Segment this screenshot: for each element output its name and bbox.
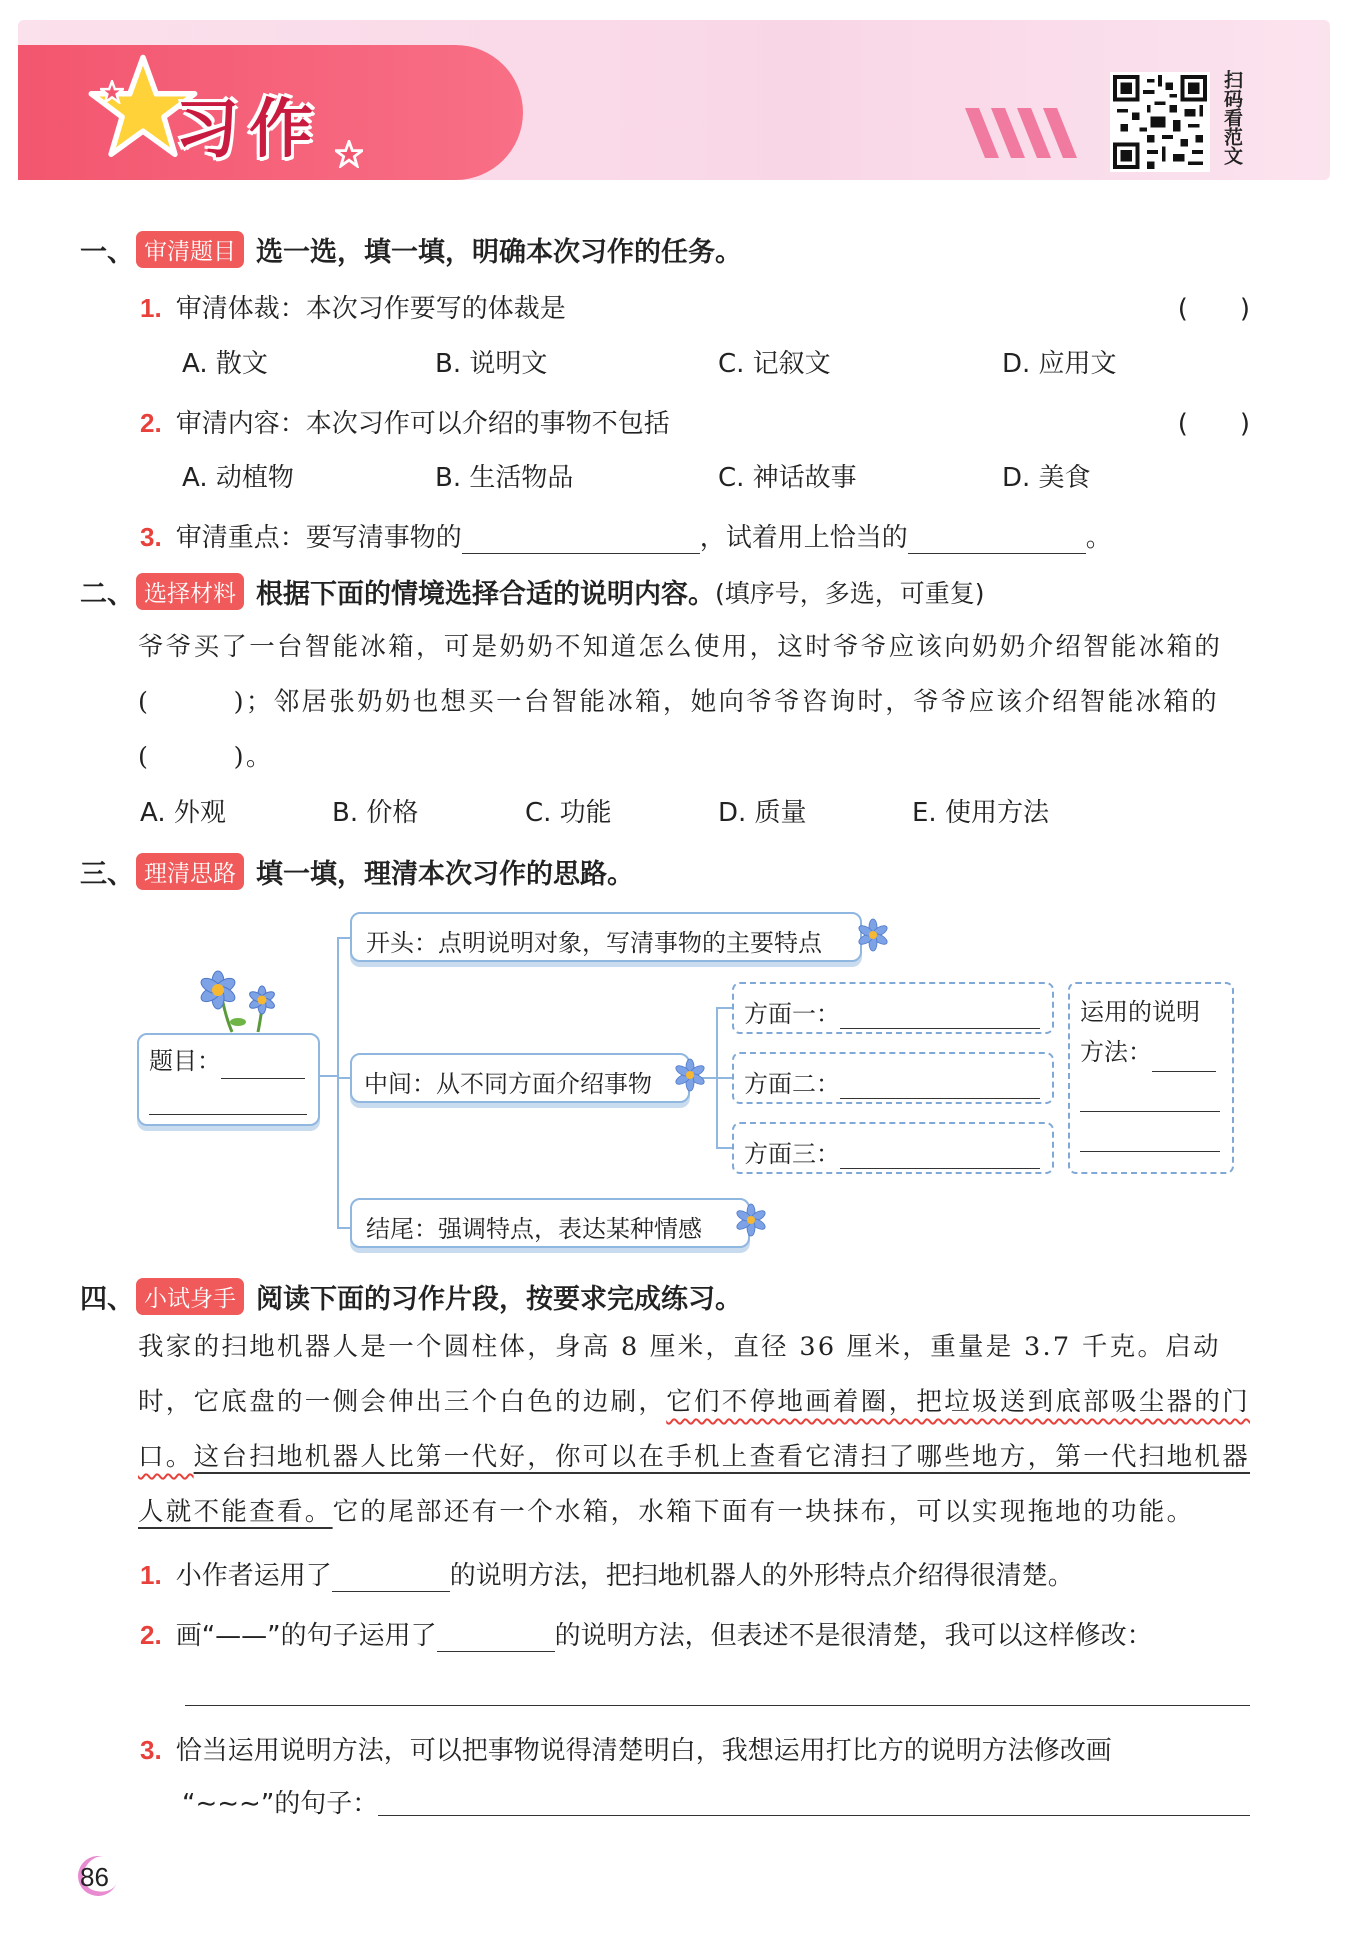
section-title: 阅读下面的习作片段，按要求完成练习。: [256, 1284, 742, 1315]
methods-label: 方法：: [1080, 1038, 1152, 1066]
answer-line[interactable]: [378, 1815, 1250, 1816]
flower-icon: [672, 1058, 708, 1094]
option-d[interactable]: D. 美食: [1002, 463, 1091, 493]
aspect-label: 方面三：: [744, 1140, 840, 1168]
page-title: 习作: [175, 93, 323, 167]
section-note: (填序号，多选，可重复): [715, 578, 985, 608]
answer-blank[interactable]: [462, 526, 700, 554]
opening-text: 开头：点明说明对象，写清事物的主要特点: [366, 929, 822, 957]
question-1-1: [140, 288, 566, 325]
option-a[interactable]: A. 外观: [140, 798, 226, 828]
decorative-stripes: [965, 108, 1085, 158]
excerpt-text: 它的尾部还有一个水箱，水箱下面有一块抹布，可以实现拖地的功能。: [332, 1497, 1195, 1527]
connector-line: [337, 937, 339, 1227]
option-b[interactable]: B. 生活物品: [435, 463, 574, 493]
middle-text: 中间：从不同方面介绍事物: [364, 1070, 652, 1098]
answer-parentheses[interactable]: ( ): [1177, 294, 1250, 324]
small-star-icon: [335, 140, 363, 168]
question-text: 恰当运用说明方法，可以把事物说得清楚明白，我想运用打比方的说明方法修改画: [175, 1736, 1112, 1766]
question-text: 审清体裁：本次习作要写的体裁是: [175, 294, 566, 324]
section-2-heading: [80, 572, 985, 611]
section-1-heading: [80, 230, 742, 269]
aspect-box-1: [732, 982, 1054, 1034]
topic-label: 题目：: [149, 1047, 221, 1075]
question-4-3: [140, 1730, 1112, 1767]
option-c[interactable]: C. 功能: [525, 798, 612, 828]
question-number: 2.: [140, 408, 162, 438]
question-number: 1.: [140, 1560, 162, 1590]
section-tag: 选择材料: [136, 573, 244, 610]
aspect-box-3: [732, 1122, 1054, 1174]
straight-underlined-sentence: 这台扫地机器人比第一代好，你可以在手机上查看它清扫了哪些地方，第一代扫地机器人就不能查看。: [138, 1442, 1251, 1527]
opening-box: [350, 912, 862, 962]
question-text: ，试着用上恰当的: [699, 523, 908, 553]
answer-blank[interactable]: [840, 1143, 1040, 1169]
option-c[interactable]: C. 记叙文: [718, 349, 831, 379]
question-text: 审清重点：要写清事物的: [175, 523, 462, 553]
answer-blank[interactable]: [1152, 1046, 1216, 1072]
excerpt-text: 我家的扫地机器人是一个圆柱体，身高 8 厘米，直径 36 厘米，重量是 3.7 千克。启动时，它底盘的一侧会伸出三个白色的边刷，: [138, 1332, 1221, 1417]
option-b[interactable]: B. 价格: [332, 798, 419, 828]
section-4-heading: [80, 1277, 742, 1316]
connector-line: [337, 937, 351, 939]
question-number: 3.: [140, 522, 162, 552]
section-tag: 审清题目: [136, 231, 244, 268]
question-4-1: [140, 1555, 1074, 1592]
flower-icon: [733, 1203, 769, 1239]
question-text: “∼∼∼”的句子：: [182, 1789, 379, 1819]
aspect-label: 方面二：: [744, 1070, 840, 1098]
small-star-icon: [100, 80, 124, 104]
option-d[interactable]: D. 质量: [718, 798, 807, 828]
page-number: 86: [80, 1862, 109, 1892]
section-title: 填一填，理清本次习作的思路。: [256, 859, 634, 890]
connector-line: [716, 1147, 732, 1149]
section-number: 二、: [80, 579, 134, 610]
question-number: 1.: [140, 293, 162, 323]
option-c[interactable]: C. 神话故事: [718, 463, 857, 493]
section-title: 根据下面的情境选择合适的说明内容。: [256, 579, 715, 610]
methods-box: [1068, 982, 1234, 1174]
scenario-paragraph: 爷爷买了一台智能冰箱，可是奶奶不知道怎么使用，这时爷爷应该向奶奶介绍智能冰箱的( )；邻居张奶奶也想买一台智能冰箱，她向爷爷咨询时，爷爷应该介绍智能冰箱的( )。: [138, 632, 1223, 772]
section-number: 一、: [80, 237, 134, 268]
option-a[interactable]: A. 散文: [182, 349, 268, 379]
question-4-2: [140, 1615, 1153, 1652]
answer-blank[interactable]: [840, 1073, 1040, 1099]
wavy-underlined-sentence: 它们不停地画着圈，把垃圾送到底部吸尘器的门口。: [138, 1387, 1251, 1472]
section-tag: 小试身手: [136, 1278, 244, 1315]
option-d[interactable]: D. 应用文: [1002, 349, 1117, 379]
section-tag: 理清思路: [136, 853, 244, 890]
question-number: 2.: [140, 1620, 162, 1650]
aspect-label: 方面一：: [744, 1000, 840, 1028]
answer-blank[interactable]: [332, 1564, 450, 1592]
answer-blank[interactable]: [437, 1624, 555, 1652]
question-text: 的说明方法，但表述不是很清楚，我可以这样修改：: [554, 1621, 1153, 1651]
connector-line: [716, 1077, 732, 1079]
middle-box: [350, 1053, 690, 1103]
answer-blank[interactable]: [840, 1003, 1040, 1029]
aspect-box-2: [732, 1052, 1054, 1104]
question-number: 3.: [140, 1735, 162, 1765]
connector-line: [716, 1007, 732, 1009]
question-text: 审清内容：本次习作可以介绍的事物不包括: [175, 409, 670, 439]
question-1-3: [140, 517, 1112, 554]
answer-blank[interactable]: [221, 1055, 305, 1079]
section-3-heading: [80, 852, 634, 891]
connector-line: [337, 1077, 351, 1079]
answer-blank[interactable]: [1080, 1118, 1220, 1152]
question-1-2: [140, 403, 670, 440]
answer-blank[interactable]: [149, 1085, 307, 1115]
option-a[interactable]: A. 动植物: [182, 463, 294, 493]
section-title: 选一选，填一填，明确本次习作的任务。: [256, 237, 742, 268]
ending-box: [350, 1198, 750, 1248]
scan-hint-text: 扫码看范文: [1221, 70, 1243, 165]
ending-text: 结尾：强调特点，表达某种情感: [366, 1215, 702, 1243]
option-b[interactable]: B. 说明文: [435, 349, 548, 379]
qr-code-icon[interactable]: [1110, 72, 1210, 172]
connector-line: [337, 1227, 351, 1229]
methods-label: 运用的说明: [1080, 998, 1200, 1026]
answer-parentheses[interactable]: ( ): [1177, 409, 1250, 439]
question-text: 小作者运用了: [175, 1561, 332, 1591]
option-e[interactable]: E. 使用方法: [912, 798, 1049, 828]
answer-line[interactable]: [185, 1705, 1250, 1706]
question-4-3-continued: [182, 1783, 378, 1820]
section-number: 三、: [80, 859, 134, 890]
answer-blank[interactable]: [908, 526, 1086, 554]
answer-blank[interactable]: [1080, 1078, 1220, 1112]
connector-line: [320, 1075, 338, 1077]
topic-box: [137, 1033, 320, 1126]
question-text: 的说明方法，把扫地机器人的外形特点介绍得很清楚。: [449, 1561, 1074, 1591]
section-number: 四、: [80, 1284, 134, 1315]
question-text: 。: [1085, 523, 1112, 553]
question-text: 画“——”的句子运用了: [175, 1621, 437, 1651]
excerpt-paragraph: [82, 1320, 1250, 1540]
flower-icon: [855, 918, 891, 954]
flower-icon: [188, 966, 298, 1036]
